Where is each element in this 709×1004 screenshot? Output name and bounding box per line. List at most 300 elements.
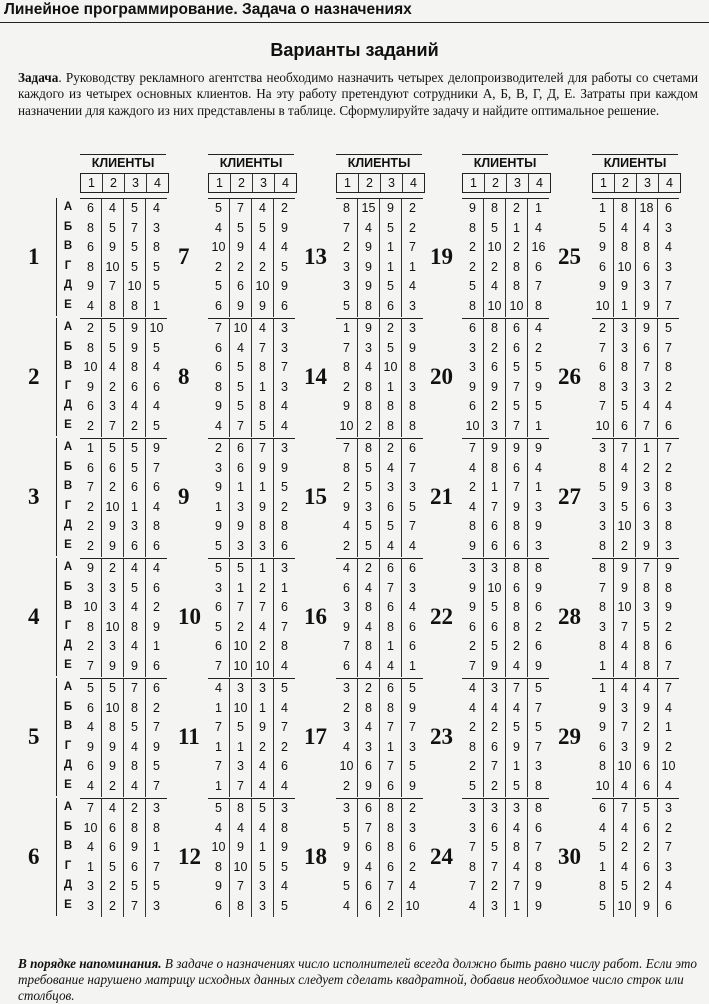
cost-row (208, 777, 295, 797)
client-number: 2 (484, 174, 506, 192)
client-number: 2 (102, 174, 124, 192)
cost-cell: 2 (635, 877, 657, 897)
cost-cell: 8 (123, 618, 145, 638)
employee-label: Б (63, 220, 73, 233)
cost-cell: 4 (357, 858, 379, 878)
cost-cell: 8 (527, 799, 549, 819)
cost-cell: 4 (251, 319, 273, 339)
cost-cell: 6 (87, 399, 94, 414)
variant-number: 14 (304, 364, 327, 389)
cost-row (462, 498, 549, 518)
cost-cell: 6 (215, 360, 222, 375)
cost-cell: 7 (657, 339, 679, 359)
cost-cell: 4 (505, 657, 527, 677)
cost-cell: 8 (599, 538, 606, 553)
cost-cell: 5 (215, 538, 222, 553)
cost-cell: 2 (401, 858, 423, 878)
cost-cell: 4 (613, 819, 635, 839)
employee-label: Д (63, 759, 73, 772)
reminder-note (18, 956, 698, 1004)
cost-row (336, 657, 423, 677)
cost-cell: 9 (483, 657, 505, 677)
cost-cell: 6 (505, 459, 527, 479)
row-label-divider (56, 558, 57, 676)
cost-cell: 9 (101, 537, 123, 557)
cost-cell: 6 (273, 598, 295, 618)
variant-number: 21 (430, 484, 453, 509)
cost-cell: 3 (613, 699, 635, 719)
cost-cell: 6 (657, 897, 679, 917)
cost-cell: 5 (343, 298, 350, 313)
cost-cell: 10 (613, 258, 635, 278)
cost-cell: 4 (613, 679, 635, 699)
cost-cell: 5 (229, 397, 251, 417)
cost-row (462, 517, 549, 537)
cost-cell: 8 (123, 819, 145, 839)
cost-cell: 5 (401, 679, 423, 699)
cost-row (592, 718, 679, 738)
cost-cell: 7 (527, 699, 549, 719)
cost-row (592, 877, 679, 897)
cost-cell: 2 (87, 519, 94, 534)
cost-row (462, 199, 549, 219)
cost-cell: 4 (613, 777, 635, 797)
cost-cell: 8 (401, 358, 423, 378)
cost-cell: 7 (401, 238, 423, 258)
cost-cell: 5 (145, 258, 167, 278)
cost-cell: 3 (343, 681, 350, 695)
cost-cell: 2 (379, 439, 401, 459)
cost-cell: 9 (123, 319, 145, 339)
cost-row (80, 718, 167, 738)
cost-cell: 2 (613, 537, 635, 557)
cost-cell: 2 (101, 777, 123, 797)
cost-matrix (80, 558, 167, 677)
cost-cell: 6 (215, 898, 222, 913)
cost-cell: 3 (101, 637, 123, 657)
cost-cell: 4 (273, 417, 295, 437)
cost-cell: 8 (87, 619, 94, 634)
cost-cell: 6 (273, 537, 295, 557)
variant-number: 24 (430, 844, 453, 869)
cost-cell: 1 (527, 417, 549, 437)
row-label-divider (56, 798, 57, 916)
cost-row (208, 579, 295, 599)
cost-cell: 1 (599, 658, 606, 673)
cost-cell: 2 (87, 538, 94, 553)
cost-cell: 3 (635, 517, 657, 537)
cost-cell: 8 (613, 358, 635, 378)
cost-cell: 5 (505, 777, 527, 797)
cost-cell: 9 (527, 897, 549, 917)
employee-label: Б (63, 340, 73, 353)
cost-cell: 9 (123, 339, 145, 359)
cost-cell: 8 (357, 637, 379, 657)
cost-cell: 8 (469, 519, 476, 534)
cost-row (80, 738, 167, 758)
cost-cell: 2 (483, 258, 505, 278)
client-number: 2 (614, 174, 636, 192)
employee-label: Г (64, 619, 72, 632)
cost-cell: 3 (401, 378, 423, 398)
cost-cell: 9 (599, 279, 606, 294)
cost-cell: 6 (505, 579, 527, 599)
cost-cell: 7 (469, 658, 476, 673)
cost-cell: 1 (527, 199, 549, 219)
cost-cell: 4 (123, 559, 145, 579)
cost-cell: 2 (505, 637, 527, 657)
cost-cell: 3 (401, 738, 423, 758)
cost-cell: 9 (343, 499, 350, 514)
cost-cell: 5 (343, 820, 350, 835)
cost-cell: 7 (123, 679, 145, 699)
cost-cell: 9 (273, 459, 295, 479)
cost-cell: 5 (145, 277, 167, 297)
cost-cell: 8 (527, 777, 549, 797)
cost-cell: 9 (343, 840, 350, 855)
page-header (0, 0, 709, 23)
cost-cell: 2 (401, 219, 423, 239)
cost-row (80, 637, 167, 657)
client-number: 3 (124, 174, 146, 192)
cost-row (80, 378, 167, 398)
cost-row (592, 757, 679, 777)
cost-cell: 7 (343, 639, 350, 654)
cost-row (462, 877, 549, 897)
employee-label: Д (63, 399, 73, 412)
cost-row (592, 378, 679, 398)
cost-cell: 6 (145, 537, 167, 557)
cost-cell: 8 (343, 460, 350, 475)
cost-cell: 5 (483, 838, 505, 858)
cost-row (592, 339, 679, 359)
cost-cell: 4 (273, 877, 295, 897)
cost-cell: 6 (87, 460, 94, 475)
cost-cell: 6 (635, 498, 657, 518)
cost-cell: 9 (657, 598, 679, 618)
cost-row (592, 199, 679, 219)
cost-cell: 7 (273, 718, 295, 738)
cost-cell: 5 (401, 757, 423, 777)
cost-cell: 8 (251, 517, 273, 537)
client-number: 4 (402, 174, 424, 192)
cost-cell: 5 (599, 480, 606, 495)
client-numbers-row (592, 173, 681, 193)
cost-row (80, 537, 167, 557)
cost-cell: 6 (657, 199, 679, 219)
cost-row (592, 657, 679, 677)
cost-cell: 2 (343, 778, 350, 793)
cost-cell: 3 (469, 561, 476, 575)
cost-matrix (336, 438, 423, 557)
cost-cell: 9 (251, 297, 273, 317)
cost-cell: 9 (229, 838, 251, 858)
cost-cell: 7 (379, 579, 401, 599)
cost-cell: 1 (251, 559, 273, 579)
cost-cell: 7 (505, 478, 527, 498)
cost-cell: 9 (635, 319, 657, 339)
cost-matrix (336, 678, 423, 797)
cost-row (336, 297, 423, 317)
cost-row (336, 258, 423, 278)
cost-row (336, 777, 423, 797)
cost-cell: 1 (599, 201, 606, 215)
cost-cell: 7 (215, 321, 222, 335)
cost-cell: 7 (87, 480, 94, 495)
cost-row (208, 199, 295, 219)
cost-matrix (462, 438, 549, 557)
task-label: Задача (18, 70, 59, 85)
cost-row (336, 537, 423, 557)
clients-header: КЛИЕНТЫ (80, 154, 166, 172)
cost-cell: 8 (505, 838, 527, 858)
cost-matrix (462, 798, 549, 917)
cost-cell: 9 (613, 559, 635, 579)
cost-cell: 5 (379, 219, 401, 239)
cost-cell: 4 (101, 199, 123, 219)
cost-cell: 5 (599, 220, 606, 235)
cost-cell: 9 (401, 777, 423, 797)
cost-cell: 5 (599, 898, 606, 913)
cost-cell: 8 (527, 559, 549, 579)
cost-cell: 5 (505, 397, 527, 417)
cost-cell: 1 (505, 897, 527, 917)
variant-number: 19 (430, 244, 453, 269)
cost-row (80, 339, 167, 359)
cost-cell: 2 (251, 738, 273, 758)
cost-cell: 9 (599, 700, 606, 715)
cost-row (592, 699, 679, 719)
cost-cell: 3 (357, 498, 379, 518)
cost-cell: 4 (635, 219, 657, 239)
cost-cell: 8 (657, 579, 679, 599)
cost-cell: 8 (145, 819, 167, 839)
cost-cell: 4 (379, 657, 401, 677)
cost-cell: 2 (343, 379, 350, 394)
cost-cell: 1 (145, 637, 167, 657)
cost-cell: 3 (229, 679, 251, 699)
cost-cell: 1 (505, 219, 527, 239)
client-number: 2 (230, 174, 252, 192)
cost-cell: 7 (379, 757, 401, 777)
variant-number: 11 (178, 724, 200, 749)
cost-cell: 9 (657, 559, 679, 579)
reminder-label: В порядке напоминания. (18, 956, 162, 971)
cost-cell: 9 (251, 459, 273, 479)
cost-cell: 8 (379, 819, 401, 839)
cost-cell: 8 (613, 199, 635, 219)
cost-cell: 10 (101, 699, 123, 719)
cost-row (336, 319, 423, 339)
header-title: Линейное программирование. Задача о назначениях (4, 1, 412, 18)
cost-cell: 10 (505, 297, 527, 317)
cost-cell: 2 (469, 259, 476, 274)
employee-label: Г (64, 259, 72, 272)
cost-cell: 7 (401, 459, 423, 479)
client-number: 1 (216, 176, 223, 190)
cost-cell: 3 (657, 258, 679, 278)
cost-cell: 9 (101, 517, 123, 537)
cost-cell: 8 (229, 897, 251, 917)
cost-cell: 6 (401, 439, 423, 459)
cost-cell: 3 (251, 897, 273, 917)
cost-cell: 10 (229, 657, 251, 677)
cost-cell: 8 (469, 859, 476, 874)
cost-cell: 3 (273, 799, 295, 819)
cost-cell: 5 (613, 397, 635, 417)
cost-row (462, 819, 549, 839)
cost-cell: 4 (527, 219, 549, 239)
cost-cell: 4 (635, 679, 657, 699)
cost-cell: 9 (145, 738, 167, 758)
cost-cell: 4 (527, 319, 549, 339)
cost-cell: 6 (527, 819, 549, 839)
cost-row (336, 358, 423, 378)
cost-cell: 7 (657, 439, 679, 459)
cost-cell: 2 (469, 480, 476, 495)
cost-row (462, 358, 549, 378)
cost-row (592, 277, 679, 297)
cost-cell: 1 (379, 258, 401, 278)
cost-cell: 6 (527, 258, 549, 278)
client-number: 3 (636, 174, 658, 192)
employee-label: Г (64, 739, 72, 752)
cost-cell: 7 (401, 517, 423, 537)
cost-cell: 8 (145, 517, 167, 537)
cost-row (462, 738, 549, 758)
page-title: Варианты заданий (270, 40, 439, 60)
cost-row (80, 439, 167, 459)
cost-matrix (208, 318, 295, 437)
cost-row (80, 559, 167, 579)
cost-cell: 4 (357, 618, 379, 638)
cost-row (336, 478, 423, 498)
client-number: 4 (274, 174, 296, 192)
cost-cell: 9 (599, 720, 606, 735)
cost-cell: 6 (483, 618, 505, 638)
cost-matrix (592, 798, 679, 917)
cost-row (592, 637, 679, 657)
cost-cell: 7 (613, 799, 635, 819)
cost-cell: 8 (505, 258, 527, 278)
cost-cell: 8 (215, 859, 222, 874)
cost-cell: 10 (229, 699, 251, 719)
cost-cell: 1 (229, 579, 251, 599)
cost-cell: 5 (229, 559, 251, 579)
cost-cell: 1 (87, 859, 94, 874)
cost-cell: 10 (379, 358, 401, 378)
cost-cell: 8 (469, 739, 476, 754)
cost-cell: 1 (483, 478, 505, 498)
cost-cell: 4 (483, 277, 505, 297)
cost-row (80, 799, 167, 819)
cost-cell: 4 (251, 238, 273, 258)
cost-cell: 2 (401, 799, 423, 819)
cost-cell: 4 (657, 777, 679, 797)
cost-cell: 6 (343, 658, 350, 673)
cost-cell: 10 (483, 297, 505, 317)
cost-row (80, 417, 167, 437)
cost-cell: 4 (657, 699, 679, 719)
cost-row (336, 858, 423, 878)
cost-cell: 3 (273, 319, 295, 339)
cost-cell: 9 (469, 379, 476, 394)
cost-cell: 7 (251, 598, 273, 618)
cost-row (208, 478, 295, 498)
cost-cell: 1 (273, 579, 295, 599)
cost-cell: 8 (357, 378, 379, 398)
cost-cell: 5 (215, 801, 222, 815)
cost-cell: 9 (273, 277, 295, 297)
cost-cell: 2 (101, 559, 123, 579)
cost-cell: 6 (635, 777, 657, 797)
cost-cell: 4 (657, 397, 679, 417)
cost-cell: 6 (527, 598, 549, 618)
cost-cell: 2 (635, 838, 657, 858)
cost-cell: 8 (599, 379, 606, 394)
cost-cell: 7 (343, 441, 350, 455)
cost-cell: 4 (229, 819, 251, 839)
cost-cell: 2 (229, 618, 251, 638)
cost-cell: 5 (613, 498, 635, 518)
variant-number: 5 (28, 724, 40, 749)
cost-row (336, 819, 423, 839)
cost-cell: 5 (483, 637, 505, 657)
cost-cell: 2 (273, 199, 295, 219)
cost-row (336, 637, 423, 657)
cost-cell: 3 (657, 537, 679, 557)
client-number: 4 (528, 174, 550, 192)
cost-cell: 6 (215, 600, 222, 615)
cost-cell: 8 (599, 639, 606, 654)
cost-cell: 8 (505, 618, 527, 638)
cost-cell: 4 (215, 220, 222, 235)
cost-cell: 2 (343, 538, 350, 553)
employee-label: Д (63, 519, 73, 532)
cost-cell: 8 (251, 397, 273, 417)
cost-matrix (208, 198, 295, 317)
cost-cell: 10 (595, 418, 610, 433)
cost-row (80, 819, 167, 839)
cost-cell: 8 (273, 819, 295, 839)
cost-row (80, 297, 167, 317)
cost-row (336, 738, 423, 758)
cost-cell: 2 (483, 397, 505, 417)
cost-cell: 7 (229, 199, 251, 219)
clients-header: КЛИЕНТЫ (336, 154, 422, 172)
cost-cell: 9 (357, 777, 379, 797)
task-description (18, 70, 698, 119)
cost-row (336, 397, 423, 417)
cost-cell: 5 (357, 459, 379, 479)
cost-cell: 6 (379, 858, 401, 878)
cost-cell: 5 (215, 279, 222, 294)
cost-row (208, 517, 295, 537)
cost-cell: 2 (273, 498, 295, 518)
cost-cell: 9 (505, 498, 527, 518)
cost-cell: 7 (145, 777, 167, 797)
cost-row (208, 459, 295, 479)
cost-cell: 4 (87, 840, 94, 855)
cost-cell: 2 (483, 339, 505, 359)
cost-cell: 8 (469, 298, 476, 313)
cost-cell: 6 (357, 897, 379, 917)
cost-cell: 4 (469, 700, 476, 715)
cost-cell: 8 (599, 460, 606, 475)
cost-cell: 7 (379, 718, 401, 738)
cost-cell: 7 (343, 340, 350, 355)
cost-cell: 5 (273, 478, 295, 498)
